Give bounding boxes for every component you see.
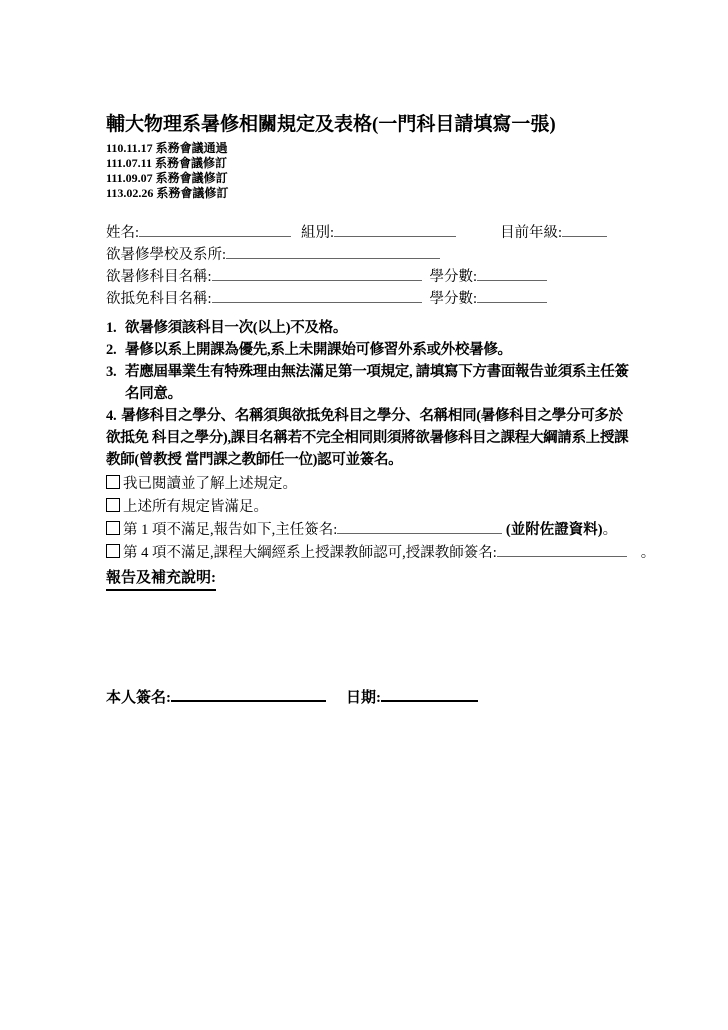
checkbox-icon [106,521,120,535]
rules-list [106,317,632,471]
report-section-heading: 報告及補充說明: [106,568,216,591]
declaration-text: 我已閱讀並了解上述規定。 [123,476,297,492]
declaration-text: 第 1 項不滿足,報告如下,主任簽名: [123,522,338,538]
attachment-note: (並附佐證資料) [505,522,603,538]
rule-text: 暑修以系上開課為優先,系上未開課始可修習外系或外校暑修。 [125,342,512,358]
grade-field-line [562,222,607,237]
waiver-course-field-line [212,288,422,303]
rule-item-4 [106,405,632,471]
name-label: 姓名: [106,225,140,241]
school-dept-label: 欲暑修學校及系所: [106,247,227,263]
group-label: 組別: [301,225,335,241]
summer-course-field-line [212,266,422,281]
revision-note: 111.09.07 系務會議修訂 [106,171,228,185]
checkbox-icon [106,475,120,489]
summer-credits-field-line [477,266,547,281]
declaration-row-satisfied [106,496,622,519]
declaration-row-rule1-unmet [106,519,622,542]
rule-text: 若應屆畢業生有特殊理由無法滿足第一項規定, 請填寫下方書面報告並須系主任簽名同意。 [125,364,629,402]
waiver-credits-label: 學分數: [429,291,478,307]
waiver-course-label: 欲抵免科目名稱: [106,291,212,307]
page-title: 輔大物理系暑修相關規定及表格(一門科目請填寫一張) [106,114,556,135]
declaration-period: 。 [602,522,618,538]
form-row-waiver-course [106,288,622,310]
teacher-signature-line [497,542,627,557]
self-signature-line [171,685,326,702]
self-signature-label: 本人簽名: [106,690,171,706]
rule-number: 1. [106,320,117,336]
rule-number: 2. [106,342,117,358]
summer-course-label: 欲暑修科目名稱: [106,269,212,285]
signature-row [106,685,478,707]
summer-credits-label: 學分數: [429,269,478,285]
revision-note: 110.11.17 系務會議通過 [106,141,228,155]
declaration-list [106,473,656,565]
form-row-school [106,244,622,266]
declaration-row-rule4-unmet [106,542,656,565]
form-row-identity [106,222,622,244]
rule-item-1 [106,317,632,339]
group-field-line [334,222,456,237]
rule-item-2 [106,339,632,361]
declaration-period: 。 [640,545,656,561]
waiver-credits-field-line [477,288,547,303]
checkbox-icon [106,544,120,558]
school-dept-field-line [226,244,440,259]
revision-note: 111.07.11 系務會議修訂 [106,156,228,170]
rule-text: 欲暑修須該科目一次(以上)不及格。 [125,320,348,336]
form-fields [106,222,622,310]
checkbox-icon [106,498,120,512]
rule-number: 4. [106,408,117,424]
declaration-text: 上述所有規定皆滿足。 [123,499,268,515]
rule-text: 暑修科目之學分、名稱須與欲抵免科目之學分、名稱相同(暑修科目之學分可多於欲抵免 科目之學分),課目名稱若不完全相同則須將欲暑修科目之課程大綱請系上授課教師(曾教授 當門課之教師任一位)認可並簽名。 [106,408,629,468]
rule-number: 3. [106,364,117,380]
form-row-summer-course [106,266,622,288]
rule-item-3 [106,361,632,405]
supervisor-signature-line [337,519,502,534]
declaration-text: 第 4 項不滿足,課程大綱經系上授課教師認可,授課教師簽名: [123,545,497,561]
grade-label: 目前年級: [500,225,563,241]
name-field-line [139,222,291,237]
declaration-row-read [106,473,622,496]
date-label: 日期: [346,690,381,706]
revision-note: 113.02.26 系務會議修訂 [106,186,229,200]
revision-history [106,141,622,201]
date-line [381,685,478,702]
